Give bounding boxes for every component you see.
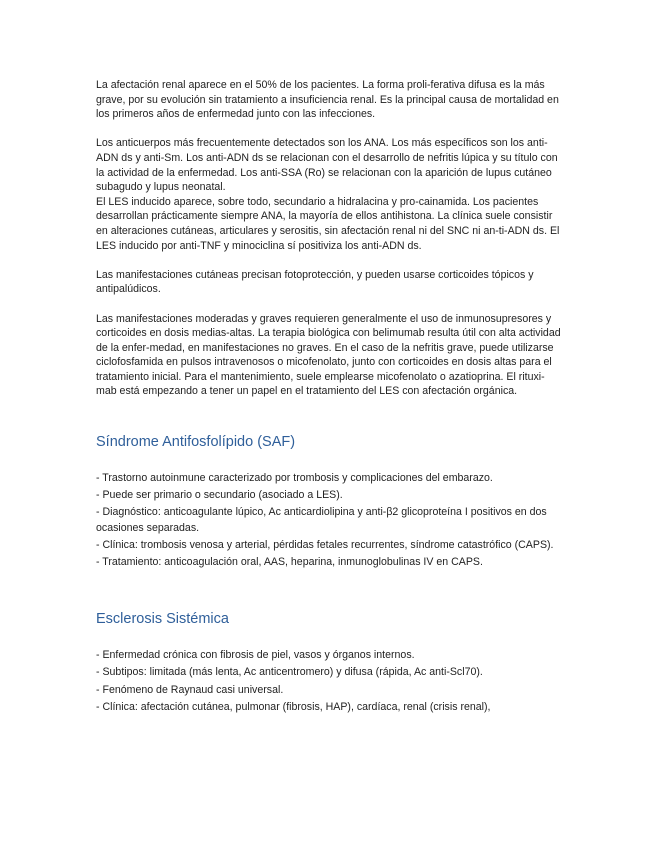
paragraph-renal: La afectación renal aparece en el 50% de los pacientes. La forma proli-ferativa difusa es la más grave, por su evolución sin tratamiento a insuficiencia renal. Es la principal causa de mortalidad en los primeros años de enfermedad junto con las infecciones. xyxy=(96,79,559,121)
paragraph-cutaneas: Las manifestaciones cutáneas precisan fotoprotección, y pueden usarse corticoides tópicos y antipalúdicos. xyxy=(96,268,534,296)
list-item: - Subtipos: limitada (más lenta, Ac anticentromero) y difusa (rápida, Ac anti-Scl70). xyxy=(96,666,483,679)
list-item: - Enfermedad crónica con fibrosis de piel, vasos y órganos internos. xyxy=(96,649,415,662)
paragraph-tratamiento: Las manifestaciones moderadas y graves requieren generalmente el uso de inmunosupresores y corticoides en dosis medias-altas. La terapia biológica con belimumab resulta útil con alta actividad de la enfer-medad, en manifestaciones no graves. En el caso de la nefritis grave, puede utilizarse ciclofosfamida en pulsos intravenosos o micofenolato, junto con corticoides en dosis altas para el tratamiento inicial. Para el mantenimiento, suele emplearse micofenolato o azatioprina. El rituxi-mab está empezando a tener un papel en el tratamiento del LES con afectación orgánica. xyxy=(96,312,561,398)
list-item: - Trastorno autoinmune caracterizado por trombosis y complicaciones del embarazo. xyxy=(96,472,493,485)
list-item: - Diagnóstico: anticoagulante lúpico, Ac anticardiolipina y anti-β2 glicoproteína I positivos en dos ocasiones separadas. xyxy=(96,506,547,534)
esclerosis-list xyxy=(96,648,562,715)
list-item: - Fenómeno de Raynaud casi universal. xyxy=(96,683,284,696)
list-item: - Clínica: afectación cutánea, pulmonar (fibrosis, HAP), cardíaca, renal (crisis renal), xyxy=(96,700,491,713)
heading-saf: Síndrome Antifosfolípido (SAF) xyxy=(96,434,296,451)
list-item: - Clínica: trombosis venosa y arterial, pérdidas fetales recurrentes, síndrome catastrófico (CAPS). xyxy=(96,538,554,551)
list-item: - Puede ser primario o secundario (asociado a LES). xyxy=(96,489,343,502)
page-content xyxy=(96,78,562,717)
paragraph-anticuerpos: Los anticuerpos más frecuentemente detectados son los ANA. Los más específicos son los anti-ADN ds y anti-Sm. Los anti-ADN ds se relacionan con el desarrollo de nefritis lúpica y su título con la actividad de la enfermedad. Los anti-SSA (Ro) se relacionan con la aparición de lupus cutáneo subagudo y lupus neonatal. xyxy=(96,137,558,194)
paragraph-les-inducido: El LES inducido aparece, sobre todo, secundario a hidralacina y pro-cainamida. Los pacientes desarrollan prácticamente siempre ANA, la mayoría de ellos antihistona. La clínica suele consistir en alteraciones cutáneas, articulares y serositis, sin afectación renal ni del SNC ni an-ti-ADN ds. El LES inducido por anti-TNF y minociclina sí positiviza los anti-ADN ds. xyxy=(96,195,560,252)
heading-esclerosis: Esclerosis Sistémica xyxy=(96,611,229,628)
list-item: - Tratamiento: anticoagulación oral, AAS, heparina, inmunoglobulinas IV en CAPS. xyxy=(96,556,483,569)
saf-list xyxy=(96,471,562,570)
